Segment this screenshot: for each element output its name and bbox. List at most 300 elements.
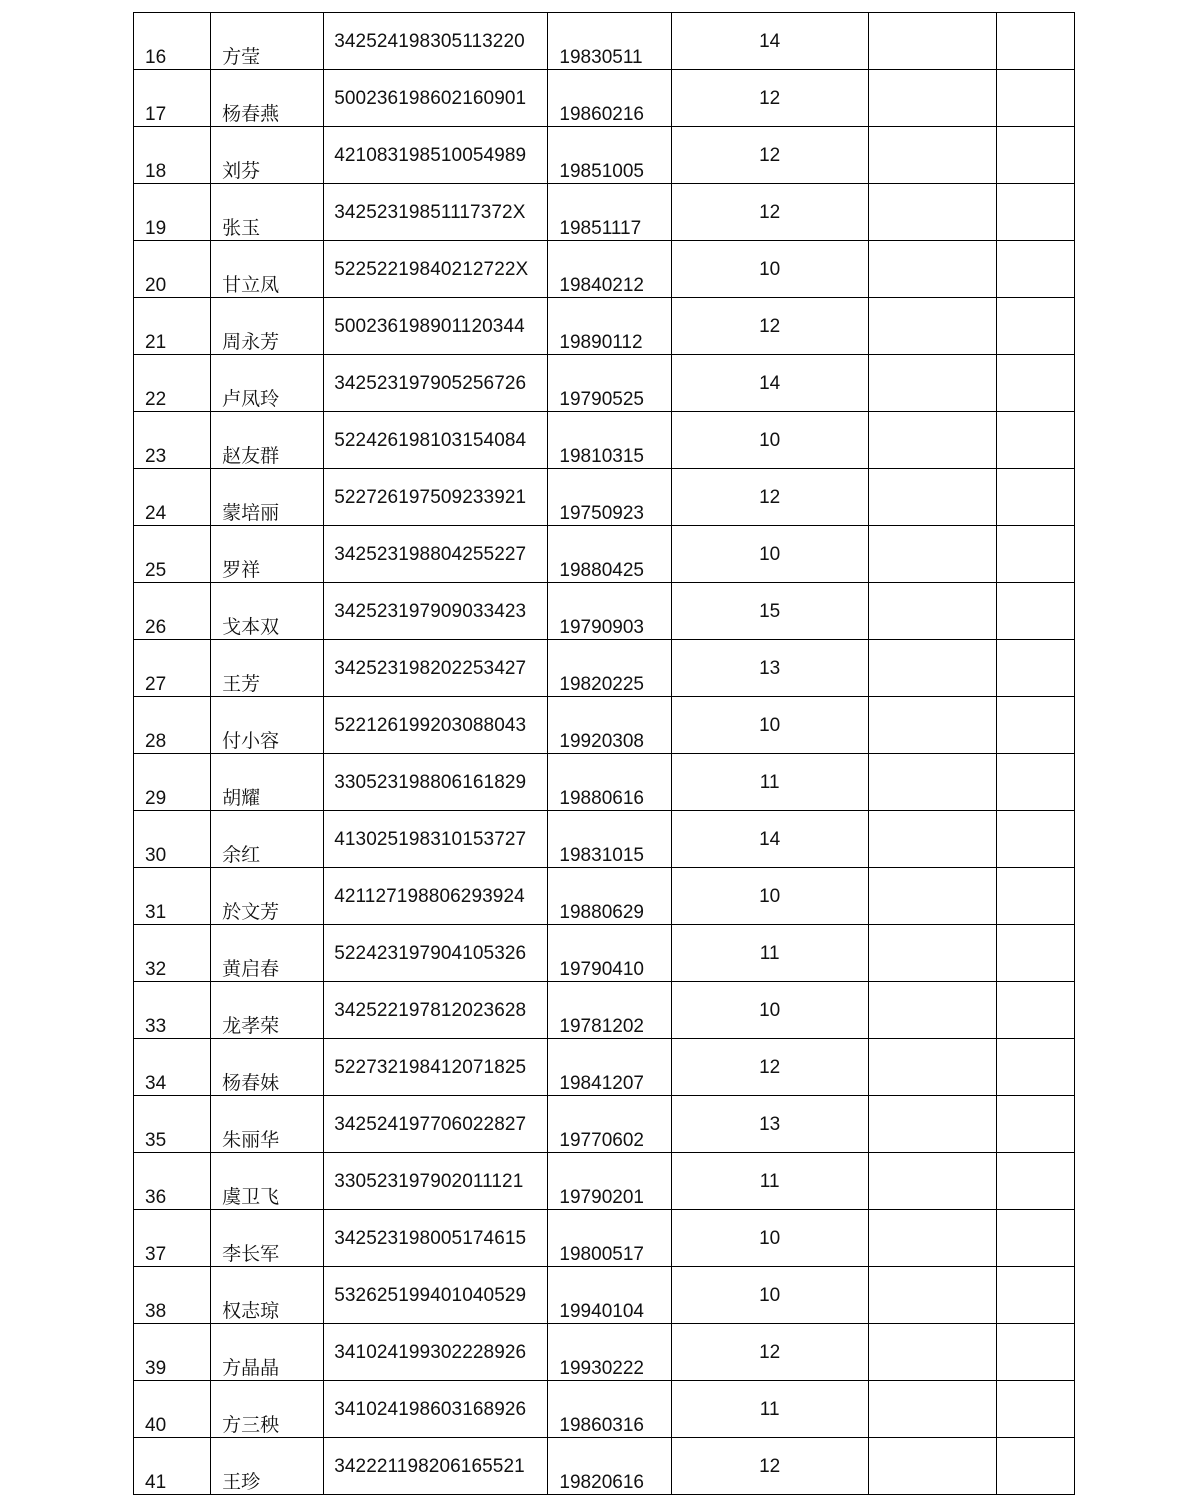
empty-cell	[996, 1039, 1074, 1096]
table-row	[134, 241, 1075, 298]
value-cell	[671, 1381, 868, 1438]
value-cell	[671, 1267, 868, 1324]
empty-cell	[868, 640, 996, 697]
table-row	[134, 925, 1075, 982]
birth-date: 19860216	[559, 104, 644, 125]
person-name: 王芳	[222, 673, 261, 695]
no-cell	[134, 697, 211, 754]
birth-date: 19750923	[559, 503, 644, 524]
id-number: 342523198804255227	[334, 544, 527, 565]
value: 10	[759, 544, 781, 565]
birth-cell	[548, 355, 671, 412]
value: 11	[759, 943, 780, 964]
value: 10	[759, 259, 781, 280]
no-cell	[134, 754, 211, 811]
value: 11	[759, 1171, 780, 1192]
value: 10	[759, 886, 781, 907]
id-cell	[324, 1324, 548, 1381]
birth-cell	[548, 1438, 671, 1495]
empty-cell	[996, 640, 1074, 697]
value: 12	[759, 487, 781, 508]
birth-cell	[548, 1324, 671, 1381]
id-cell	[324, 1267, 548, 1324]
empty-cell	[996, 754, 1074, 811]
row-number: 32	[145, 959, 167, 980]
birth-date: 19860316	[559, 1415, 644, 1436]
name-cell	[211, 1267, 324, 1324]
id-number: 342523197905256726	[334, 373, 527, 394]
birth-cell	[548, 583, 671, 640]
birth-cell	[548, 925, 671, 982]
birth-date: 19790410	[559, 959, 644, 980]
value: 13	[759, 658, 781, 679]
empty-cell	[996, 412, 1074, 469]
id-cell	[324, 469, 548, 526]
no-cell	[134, 1039, 211, 1096]
value-cell	[671, 868, 868, 925]
table-row	[134, 640, 1075, 697]
id-cell	[324, 1039, 548, 1096]
birth-date: 19841207	[559, 1073, 644, 1094]
birth-cell	[548, 1210, 671, 1267]
value: 14	[759, 829, 781, 850]
person-name: 权志琼	[222, 1300, 280, 1322]
no-cell	[134, 1210, 211, 1267]
table-row	[134, 754, 1075, 811]
id-number: 342523198202253427	[334, 658, 527, 679]
row-number: 30	[145, 845, 167, 866]
person-name: 朱丽华	[222, 1129, 280, 1151]
empty-cell	[996, 526, 1074, 583]
empty-cell	[996, 298, 1074, 355]
empty-cell	[868, 811, 996, 868]
name-cell	[211, 469, 324, 526]
birth-date: 19851005	[559, 161, 644, 182]
person-name: 罗祥	[222, 559, 261, 581]
id-cell	[324, 1096, 548, 1153]
value: 12	[759, 316, 781, 337]
empty-cell	[868, 868, 996, 925]
birth-cell	[548, 811, 671, 868]
empty-cell	[868, 184, 996, 241]
row-number: 23	[145, 446, 167, 467]
value: 10	[759, 715, 781, 736]
birth-date: 19800517	[559, 1244, 644, 1265]
id-cell	[324, 298, 548, 355]
name-cell	[211, 868, 324, 925]
row-number: 19	[145, 218, 167, 239]
value-cell	[671, 298, 868, 355]
table-row	[134, 868, 1075, 925]
id-cell	[324, 640, 548, 697]
id-cell	[324, 526, 548, 583]
name-cell	[211, 754, 324, 811]
value-cell	[671, 1153, 868, 1210]
birth-date: 19810315	[559, 446, 644, 467]
id-number: 421083198510054989	[334, 145, 527, 166]
value: 11	[759, 772, 780, 793]
id-number: 342524198305113220	[334, 31, 525, 52]
birth-date: 19831015	[559, 845, 644, 866]
empty-cell	[996, 184, 1074, 241]
birth-cell	[548, 868, 671, 925]
table-row	[134, 298, 1075, 355]
table-row	[134, 184, 1075, 241]
table-row	[134, 1381, 1075, 1438]
row-number: 35	[145, 1130, 167, 1151]
person-name: 蒙培丽	[222, 502, 280, 524]
empty-cell	[996, 70, 1074, 127]
value: 14	[759, 31, 781, 52]
no-cell	[134, 925, 211, 982]
birth-date: 19880616	[559, 788, 644, 809]
id-cell	[324, 811, 548, 868]
id-number: 330523198806161829	[334, 772, 527, 793]
name-cell	[211, 412, 324, 469]
name-cell	[211, 1381, 324, 1438]
table-row	[134, 1267, 1075, 1324]
table-row	[134, 1153, 1075, 1210]
no-cell	[134, 1438, 211, 1495]
row-number: 24	[145, 503, 167, 524]
value-cell	[671, 811, 868, 868]
id-cell	[324, 412, 548, 469]
empty-cell	[868, 925, 996, 982]
id-number: 522423197904105326	[334, 943, 527, 964]
birth-date: 19890112	[559, 332, 643, 353]
empty-cell	[868, 1438, 996, 1495]
row-number: 33	[145, 1016, 167, 1037]
birth-date: 19790525	[559, 389, 644, 410]
row-number: 18	[145, 161, 167, 182]
person-name: 杨春妹	[222, 1072, 280, 1094]
row-number: 31	[145, 902, 167, 923]
no-cell	[134, 1096, 211, 1153]
no-cell	[134, 526, 211, 583]
person-name: 赵友群	[222, 445, 280, 467]
empty-cell	[868, 1210, 996, 1267]
name-cell	[211, 811, 324, 868]
name-cell	[211, 13, 324, 70]
birth-date: 19820225	[559, 674, 644, 695]
birth-cell	[548, 298, 671, 355]
value-cell	[671, 583, 868, 640]
birth-date: 19880629	[559, 902, 644, 923]
person-name: 李长军	[222, 1243, 280, 1265]
id-cell	[324, 1210, 548, 1267]
birth-cell	[548, 697, 671, 754]
value: 12	[759, 1342, 781, 1363]
row-number: 28	[145, 731, 167, 752]
empty-cell	[868, 526, 996, 583]
empty-cell	[996, 355, 1074, 412]
name-cell	[211, 298, 324, 355]
name-cell	[211, 1324, 324, 1381]
id-number: 342523197909033423	[334, 601, 527, 622]
id-number: 341024199302228926	[334, 1342, 527, 1363]
birth-date: 19880425	[559, 560, 644, 581]
id-number: 522426198103154084	[334, 430, 527, 451]
birth-date: 19781202	[559, 1016, 644, 1037]
row-number: 38	[145, 1301, 167, 1322]
person-name: 戈本双	[222, 616, 280, 638]
name-cell	[211, 697, 324, 754]
id-cell	[324, 1438, 548, 1495]
no-cell	[134, 1153, 211, 1210]
no-cell	[134, 412, 211, 469]
row-number: 26	[145, 617, 167, 638]
empty-cell	[868, 70, 996, 127]
person-name: 方三秧	[222, 1414, 280, 1436]
empty-cell	[868, 1039, 996, 1096]
id-number: 522126199203088043	[334, 715, 527, 736]
empty-cell	[868, 1153, 996, 1210]
no-cell	[134, 298, 211, 355]
birth-date: 19920308	[559, 731, 644, 752]
value: 12	[759, 88, 781, 109]
name-cell	[211, 355, 324, 412]
empty-cell	[868, 697, 996, 754]
table-row	[134, 526, 1075, 583]
person-name: 胡耀	[222, 787, 261, 809]
id-cell	[324, 127, 548, 184]
id-cell	[324, 241, 548, 298]
value: 14	[759, 373, 781, 394]
id-cell	[324, 70, 548, 127]
empty-cell	[996, 1096, 1074, 1153]
birth-date: 19830511	[559, 47, 643, 68]
value: 12	[759, 145, 781, 166]
empty-cell	[996, 1267, 1074, 1324]
empty-cell	[996, 469, 1074, 526]
id-number: 341024198603168926	[334, 1399, 527, 1420]
birth-date: 19930222	[559, 1358, 644, 1379]
empty-cell	[868, 469, 996, 526]
table-row	[134, 811, 1075, 868]
empty-cell	[996, 241, 1074, 298]
person-name: 甘立凤	[222, 274, 280, 296]
birth-cell	[548, 526, 671, 583]
value-cell	[671, 355, 868, 412]
empty-cell	[996, 697, 1074, 754]
birth-cell	[548, 640, 671, 697]
id-number: 34252319851117372X	[334, 202, 526, 223]
value-cell	[671, 184, 868, 241]
person-name: 卢凤玲	[222, 388, 280, 410]
table-row	[134, 127, 1075, 184]
no-cell	[134, 640, 211, 697]
value: 10	[759, 1285, 781, 1306]
id-number: 421127198806293924	[334, 886, 525, 907]
person-name: 方莹	[222, 46, 261, 68]
empty-cell	[996, 1381, 1074, 1438]
name-cell	[211, 982, 324, 1039]
row-number: 36	[145, 1187, 167, 1208]
row-number: 20	[145, 275, 167, 296]
value-cell	[671, 13, 868, 70]
name-cell	[211, 127, 324, 184]
empty-cell	[868, 1324, 996, 1381]
person-name: 余红	[222, 844, 261, 866]
birth-cell	[548, 241, 671, 298]
value: 10	[759, 1228, 781, 1249]
birth-cell	[548, 127, 671, 184]
table-row	[134, 1096, 1075, 1153]
empty-cell	[996, 13, 1074, 70]
row-number: 16	[145, 47, 167, 68]
id-number: 522732198412071825	[334, 1057, 527, 1078]
id-cell	[324, 355, 548, 412]
birth-cell	[548, 1039, 671, 1096]
birth-cell	[548, 184, 671, 241]
empty-cell	[996, 127, 1074, 184]
no-cell	[134, 70, 211, 127]
no-cell	[134, 811, 211, 868]
no-cell	[134, 868, 211, 925]
name-cell	[211, 241, 324, 298]
id-number: 522726197509233921	[334, 487, 527, 508]
person-name: 黄启春	[222, 958, 280, 980]
value: 10	[759, 430, 781, 451]
id-cell	[324, 13, 548, 70]
value-cell	[671, 241, 868, 298]
no-cell	[134, 1324, 211, 1381]
id-number: 532625199401040529	[334, 1285, 527, 1306]
birth-date: 19851117	[559, 218, 642, 239]
empty-cell	[868, 754, 996, 811]
no-cell	[134, 184, 211, 241]
no-cell	[134, 1267, 211, 1324]
birth-date: 19790903	[559, 617, 644, 638]
row-number: 21	[145, 332, 167, 353]
empty-cell	[868, 412, 996, 469]
empty-cell	[868, 355, 996, 412]
table-row	[134, 1324, 1075, 1381]
value-cell	[671, 526, 868, 583]
id-number: 342523198005174615	[334, 1228, 527, 1249]
name-cell	[211, 1438, 324, 1495]
name-cell	[211, 1096, 324, 1153]
id-number: 342524197706022827	[334, 1114, 527, 1135]
id-cell	[324, 184, 548, 241]
value-cell	[671, 1324, 868, 1381]
name-cell	[211, 526, 324, 583]
value-cell	[671, 412, 868, 469]
birth-date: 19770602	[559, 1130, 644, 1151]
birth-cell	[548, 1381, 671, 1438]
empty-cell	[996, 925, 1074, 982]
id-cell	[324, 583, 548, 640]
person-name: 杨春燕	[222, 103, 280, 125]
value-cell	[671, 754, 868, 811]
person-name: 方晶晶	[222, 1357, 280, 1379]
row-number: 17	[145, 104, 167, 125]
id-number: 500236198602160901	[334, 88, 527, 109]
name-cell	[211, 583, 324, 640]
person-name: 刘芬	[222, 160, 261, 182]
value: 10	[759, 1000, 781, 1021]
value-cell	[671, 1438, 868, 1495]
table-row	[134, 982, 1075, 1039]
birth-cell	[548, 1267, 671, 1324]
value: 15	[759, 601, 781, 622]
empty-cell	[996, 1153, 1074, 1210]
row-number: 37	[145, 1244, 167, 1265]
row-number: 40	[145, 1415, 167, 1436]
no-cell	[134, 1381, 211, 1438]
birth-date: 19790201	[559, 1187, 644, 1208]
empty-cell	[868, 298, 996, 355]
id-cell	[324, 982, 548, 1039]
value-cell	[671, 127, 868, 184]
id-cell	[324, 697, 548, 754]
birth-cell	[548, 982, 671, 1039]
row-number: 39	[145, 1358, 167, 1379]
empty-cell	[996, 1210, 1074, 1267]
roster-body	[134, 13, 1075, 1495]
value: 12	[759, 1057, 781, 1078]
empty-cell	[996, 1438, 1074, 1495]
empty-cell	[868, 1096, 996, 1153]
name-cell	[211, 1210, 324, 1267]
empty-cell	[996, 1324, 1074, 1381]
id-cell	[324, 1153, 548, 1210]
value: 12	[759, 1456, 781, 1477]
empty-cell	[996, 868, 1074, 925]
id-number: 342221198206165521	[334, 1456, 525, 1477]
row-number: 41	[145, 1472, 167, 1493]
no-cell	[134, 241, 211, 298]
row-number: 34	[145, 1073, 167, 1094]
table-row	[134, 583, 1075, 640]
birth-cell	[548, 1096, 671, 1153]
no-cell	[134, 583, 211, 640]
id-cell	[324, 754, 548, 811]
row-number: 25	[145, 560, 167, 581]
id-number: 413025198310153727	[334, 829, 527, 850]
no-cell	[134, 127, 211, 184]
empty-cell	[868, 241, 996, 298]
table-row	[134, 469, 1075, 526]
birth-date: 19940104	[559, 1301, 644, 1322]
person-name: 龙孝荣	[222, 1015, 280, 1037]
row-number: 27	[145, 674, 167, 695]
person-name: 张玉	[222, 217, 261, 239]
no-cell	[134, 469, 211, 526]
name-cell	[211, 925, 324, 982]
roster-table	[133, 12, 1075, 1495]
person-name: 王珍	[222, 1471, 261, 1493]
table-row	[134, 1039, 1075, 1096]
empty-cell	[868, 1381, 996, 1438]
person-name: 付小容	[222, 730, 280, 752]
id-cell	[324, 868, 548, 925]
empty-cell	[996, 583, 1074, 640]
table-row	[134, 1438, 1075, 1495]
value-cell	[671, 925, 868, 982]
row-number: 29	[145, 788, 167, 809]
id-number: 330523197902011121	[334, 1171, 524, 1192]
birth-cell	[548, 13, 671, 70]
table-row	[134, 70, 1075, 127]
value-cell	[671, 1039, 868, 1096]
value: 13	[759, 1114, 781, 1135]
table-row	[134, 13, 1075, 70]
row-number: 22	[145, 389, 167, 410]
name-cell	[211, 1153, 324, 1210]
value-cell	[671, 1210, 868, 1267]
empty-cell	[868, 583, 996, 640]
